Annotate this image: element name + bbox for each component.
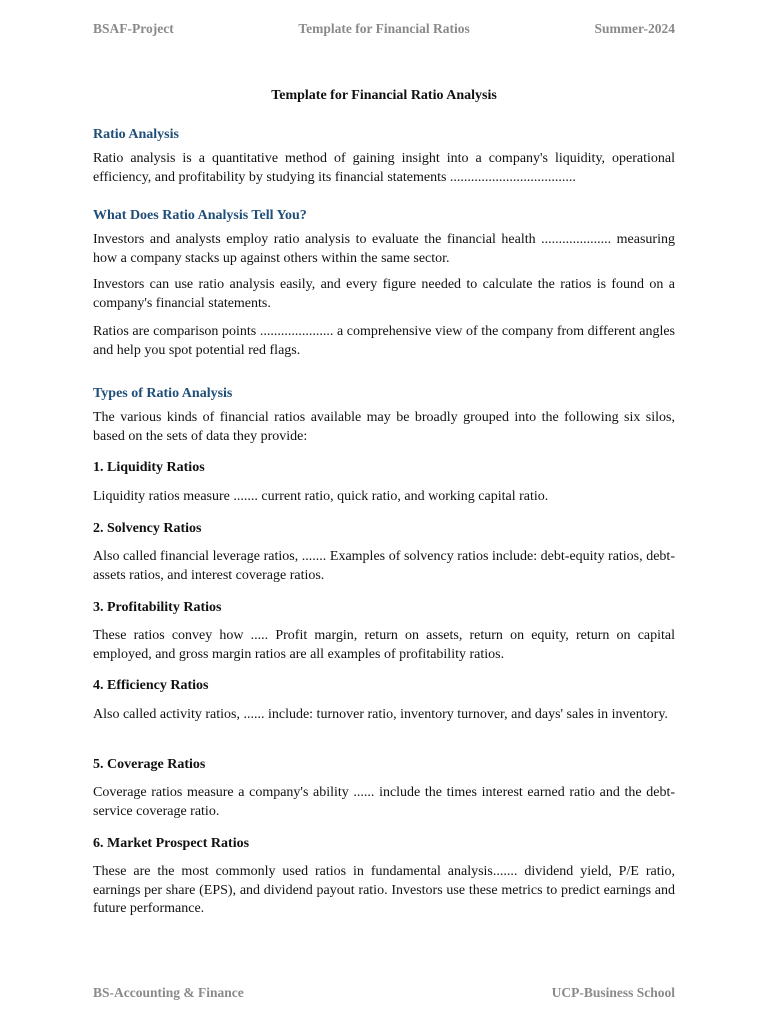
subheading-profitability: 3. Profitability Ratios xyxy=(93,600,222,615)
document-title: Template for Financial Ratio Analysis xyxy=(271,88,497,103)
paragraph-coverage: Coverage ratios measure a company's ability ...... include the times interest earned ratio and the debt-service coverage ratio. xyxy=(93,785,675,819)
subheading-market-prospect: 6. Market Prospect Ratios xyxy=(93,836,250,851)
paragraph-liquidity: Liquidity ratios measure ....... current ratio, quick ratio, and working capital ratio. xyxy=(93,489,549,504)
paragraph-ratio-analysis: Ratio analysis is a quantitative method of gaining insight into a company's liquidity, operational efficiency, and profitability by studying its financial statements .................................... xyxy=(93,151,675,185)
paragraph-what-tells-3: Ratios are comparison points ..................... a comprehensive view of the company from different angles and help you spot potential red flags. xyxy=(93,324,675,358)
heading-types: Types of Ratio Analysis xyxy=(93,386,233,401)
subheading-liquidity: 1. Liquidity Ratios xyxy=(93,460,205,475)
footer-program: BS-Accounting & Finance xyxy=(93,985,244,1000)
footer-school: UCP-Business School xyxy=(551,985,675,1000)
heading-what-tells: What Does Ratio Analysis Tell You? xyxy=(93,208,307,223)
paragraph-types-intro: The various kinds of financial ratios available may be broadly grouped into the following six silos, based on the sets of data they provide: xyxy=(93,410,675,444)
subheading-coverage: 5. Coverage Ratios xyxy=(93,757,206,772)
heading-ratio-analysis: Ratio Analysis xyxy=(93,127,179,142)
page-header xyxy=(93,21,675,37)
paragraph-efficiency: Also called activity ratios, ...... include: turnover ratio, inventory turnover, and days' sales in inventory. xyxy=(93,707,668,722)
paragraph-what-tells-1: Investors and analysts employ ratio analysis to evaluate the financial health .................... measuring how a company stacks up against others within the same sector. xyxy=(93,232,675,266)
paragraph-what-tells-2: Investors can use ratio analysis easily, and every figure needed to calculate the ratios is found on a company's financial statements. xyxy=(93,277,675,311)
paragraph-market-prospect: These are the most commonly used ratios in fundamental analysis....... dividend yield, P/E ratio, earnings per share (EPS), and dividend payout ratio. Investors use these metrics to predict earnings and future performance. xyxy=(93,864,675,916)
subheading-efficiency: 4. Efficiency Ratios xyxy=(93,678,209,693)
header-title: Template for Financial Ratios xyxy=(298,21,470,36)
header-term: Summer-2024 xyxy=(594,21,675,36)
subheading-solvency: 2. Solvency Ratios xyxy=(93,521,202,536)
header-project: BSAF-Project xyxy=(93,21,174,36)
page-footer xyxy=(93,985,675,1001)
paragraph-solvency: Also called financial leverage ratios, ....... Examples of solvency ratios include: debt-equity ratios, debt-assets ratios, and interest coverage ratios. xyxy=(93,549,675,583)
paragraph-profitability: These ratios convey how ..... Profit margin, return on assets, return on equity, return on capital employed, and gross margin ratios are all examples of profitability ratios. xyxy=(93,628,675,662)
